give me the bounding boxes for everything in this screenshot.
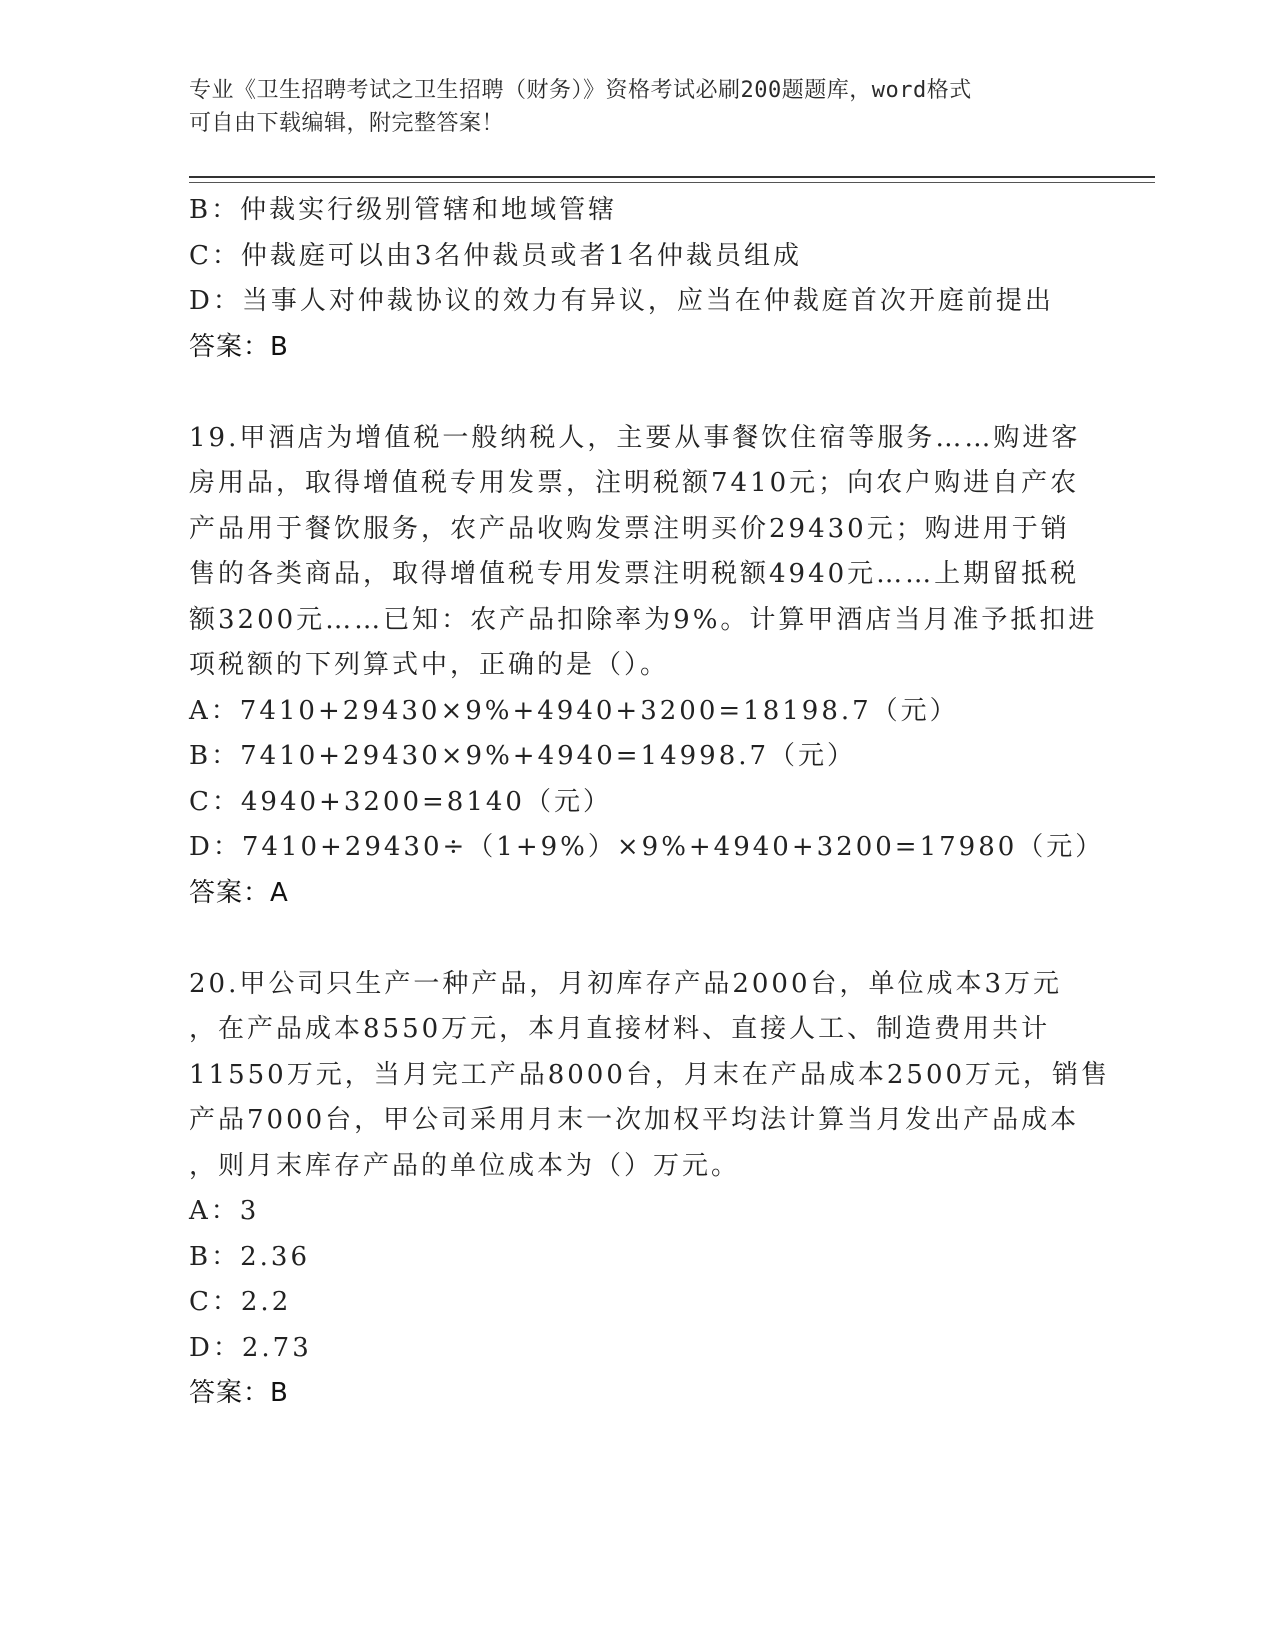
q18-option-b: B：仲裁实行级别管辖和地域管辖 <box>189 195 618 225</box>
document-header <box>189 74 1089 140</box>
spacer <box>189 916 1089 962</box>
q19-option-a: A：7410+29430×9%+4940+3200=18198.7（元） <box>189 695 959 726</box>
header-rule-thin <box>189 182 1155 183</box>
q18-answer: 答案：B <box>189 331 289 362</box>
q20-answer: 答案：B <box>189 1378 289 1408</box>
q20-stem-line: ，则月末库存产品的单位成本为（）万元。 <box>189 1150 741 1181</box>
q19-stem-line: 房用品，取得增值税专用发票，注明税额7410元；向农户购进自产农 <box>189 468 1080 498</box>
q20-stem-line: 11550万元，当月完工产品8000台，月末在产品成本2500万元，销售 <box>189 1059 1111 1090</box>
q19-option-b: B：7410+29430×9%+4940=14998.7（元） <box>189 741 857 771</box>
question-content <box>189 188 1111 1417</box>
question-18 <box>189 188 1089 370</box>
question-19 <box>189 416 1105 917</box>
q20-stem-line: ，在产品成本8550万元，本月直接材料、直接人工、制造费用共计 <box>189 1014 1051 1044</box>
question-20 <box>189 962 1111 1417</box>
q20-stem-line: 20.甲公司只生产一种产品，月初库存产品2000台，单位成本3万元 <box>189 968 1063 999</box>
q19-stem-line: 项税额的下列算式中，正确的是（）。 <box>189 650 670 680</box>
q19-stem-line: 售的各类商品，取得增值税专用发票注明税额4940元……上期留抵税 <box>189 559 1080 589</box>
spacer <box>189 370 1089 416</box>
q19-stem-line: 产品用于餐饮服务，农产品收购发票注明买价29430元；购进用于销 <box>189 513 1070 544</box>
q18-option-c: C：仲裁庭可以由3名仲裁员或者1名仲裁员组成 <box>189 240 802 271</box>
q19-stem-line: 额3200元……已知：农产品扣除率为9%。计算甲酒店当月准予抵扣进 <box>189 604 1098 635</box>
q20-stem-line: 产品7000台，甲公司采用月末一次加权平均法计算当月发出产品成本 <box>189 1105 1080 1135</box>
q19-stem-line: 19.甲酒店为增值税一般纳税人，主要从事餐饮住宿等服务……购进客 <box>189 422 1081 453</box>
header-line-2: 可自由下载编辑，附完整答案！ <box>189 111 505 136</box>
q20-option-a: A：3 <box>189 1196 260 1226</box>
q20-option-d: D：2.73 <box>189 1332 312 1363</box>
q20-option-c: C：2.2 <box>189 1287 292 1317</box>
q19-option-d: D：7410+29430÷（1+9%）×9%+4940+3200=17980（元） <box>189 832 1105 862</box>
q20-option-b: B：2.36 <box>189 1241 310 1272</box>
header-rule-thick <box>189 176 1155 178</box>
q18-option-d: D：当事人对仲裁协议的效力有异议，应当在仲裁庭首次开庭前提出 <box>189 286 1054 316</box>
q19-option-c: C：4940+3200=8140（元） <box>189 786 612 817</box>
q19-answer: 答案：A <box>189 877 289 908</box>
header-line-1: 专业《卫生招聘考试之卫生招聘（财务）》资格考试必刷200题题库，word格式 <box>189 78 972 103</box>
